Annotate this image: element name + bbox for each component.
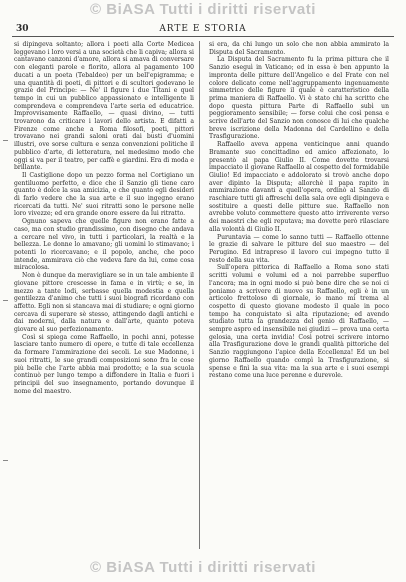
margin-mark (3, 300, 8, 301)
page-header (12, 24, 394, 37)
paragraph: Non è dunque da meravigliare se in un tale ambiente il giovane pittore crescesse in fama e in virtù; e se, in mezzo a tante lodi, serbasse quella modestia e quella gentilezza d'animo che tutti i suoi biografi ricordano con affetto. Egli non si stancava mai di studiare; e ogni giorno cercava di superare sè stesso, attingendo dagli antichi e dai moderni, dalla natura e dall'arte, quanto poteva giovare al suo perfezionamento. (14, 272, 194, 334)
paragraph: Il Castiglione dopo un pezzo forma nel Cortigiano un gentiluomo perfetto, e dice che il Sanzio gli tiene caro quanto è dolce la sua amicizia, e che quanto egli desideri di farlo vedere che la sua arte e il suo ingegno erano ricercati da tutti. Ne' suoi ritratti sono le persone nelle loro vivezze; ed era grande onore essere da lui ritratto. (14, 171, 194, 218)
paragraph: Così si spiega come Raffaello, in pochi anni, potesse lasciare tanto numero di opere, e tutte di tale eccellenza da formare l'ammirazione dei secoli. Le sue Madonne, i suoi ritratti, le sue grandi composizioni sono fra le cose più belle che l'arte abbia mai prodotto; e la sua scuola continuò per lungo tempo a diffondere in Italia e fuori i principii del suo insegnamento, portando dovunque il nome del maestro. (14, 333, 194, 395)
page-number: 30 (16, 24, 29, 34)
right-column (209, 41, 389, 549)
watermark-bottom: © BiASA Tutti i diritti riservati (90, 559, 316, 576)
paragraph: si dipingeva soltanto; allora i poeti alla Corte Medicea leggevano i loro versi a una società che li capiva; allora si cantavano canzoni d'amore, allora si amava di conversare con eleganti parole e fiorito, allora al pagamento 100 ducati a un poeta (Tebaldeo) per un bell'epigramma; e una quantità di poeti, di pittori e di scultori godevano le grazie del Principe: — Ne' il figure i due Titani e quel tempo in cui un pubblico appassionato e intelligente li comprendeva e comprendeva l'arte seria ed educatrice. Improvvisamente Raffaello, — quasi divino, — tutti trovarono da criticare i lavori dello artista. E difatti a Firenze come anche a Roma filosofi, poeti, pittori trovavano nei grandi saloni orati dai busti d'uomini illustri, ove sorse cultura e senza convenzioni politiche il pubblico d'arte, di letteratura, nel medesimo modo che oggi si va per il teatro, per caffè e giardini. Era di moda e brillante. (14, 41, 194, 172)
paragraph: si era, da chi lungo un solo che non abbia ammirato la Disputa del Sacramento. (209, 41, 389, 56)
paragraph: Puruntavia — come lo sanno tutti — Raffaello ottenne le grazie di salvare le pitture del suo maestro — del Perugino. Ed intrapreso il lavoro cui impegno tutto il resto della sua vita. (209, 233, 389, 264)
margin-mark (3, 140, 8, 141)
margin-mark (3, 460, 8, 461)
running-title: ARTE E STORIA (159, 24, 247, 34)
paragraph: Ognuno sapeva che quelle figure non erano fatte a caso, ma con studio grandissimo, con disegno che andava a cercare nel vivo, in tutti i particolari, la realtà e la bellezza. Le donne lo amavano; gli uomini lo stimavano; i potenti lo ricercavano; e il popolo, anche, che poco intende, ammirava ciò che vedeva fare da lui, come cosa miracolosa. (14, 218, 194, 272)
paragraph: Raffaello aveva appena venticinque anni quando Bramante suo concittadino ed amico affezionato, lo presentò al papa Giulio II. Come dovette trovarsi impacciato il giovane Raffaello al cospetto del formidabile Giulio! Ed impacciato e addolorato si trovò anche dopo aver dipinto la Disputa; allorchè il papa rapito in ammirazione davanti a quell'opera, ordinò al Sanzio di raschiare tutti gli affreschi della sala ove egli dipingeva e sostituire a questi delle pitture sue. Raffaello non avrebbe voluto commettere questo atto irriverente verso dei maestri che egli reputava; ma dovette però rilasciare alla volontà di Giulio II. (209, 141, 389, 233)
paragraph: Sull'opera pittorica di Raffaello a Roma sono stati scritti volumi e volumi ed a noi parrebbe superfluo l'ancora; ma in ogni modo si può bene dire che se noi ci poniamo a scrivere di nuovo su Raffaello, egli è in un articolo frettoloso di giornale, io mano mi trema al cospetto di questo giovane modesto il quale in poco tempo ha conquistato sì alta riputazione; ed avendo studiato tutta la grandezza del genio di Raffaello, — sempre aspro ed insensibile nei giudizi — prova una certa gelosia, una certa invidia! Così potrei scrivere intorno alla Trasfigurazione dove le grandi qualità pittoriche del Sanzio raggiungono l'apice della Eccellenza! Ed un bel giorno Raffaello quando compì la Trasfigurazione, si spense e finì la sua vita: ma la sua arte e i suoi esempi restano come una luce perenne e durevole. (209, 264, 389, 380)
column-divider (199, 41, 200, 549)
watermark-top: © BiASA Tutti i diritti riservati (90, 1, 316, 18)
paragraph: La Disputa del Sacramento fu la prima pittura che il Sanzio eseguì in Vaticano; ed in essa è ben appunto la impronta delle pitture dell'Angelico e del Frate con nel colore delicato come nell'aggruppamento ingenuamente simmetrico delle figure il quale è caratteristico della prima maniera di Raffaello. Vi è stato chi ha scritto che dopo questa pittura Parte di Raffaello subì un peggioramento sensibile; — forse colui che così pensa e scrive dell'arte del Sanzio non conosce di lui che qualche breve iscrizione della Madonna del Cardellino e della Trasfigurazione. (209, 56, 389, 141)
left-column (14, 41, 194, 549)
